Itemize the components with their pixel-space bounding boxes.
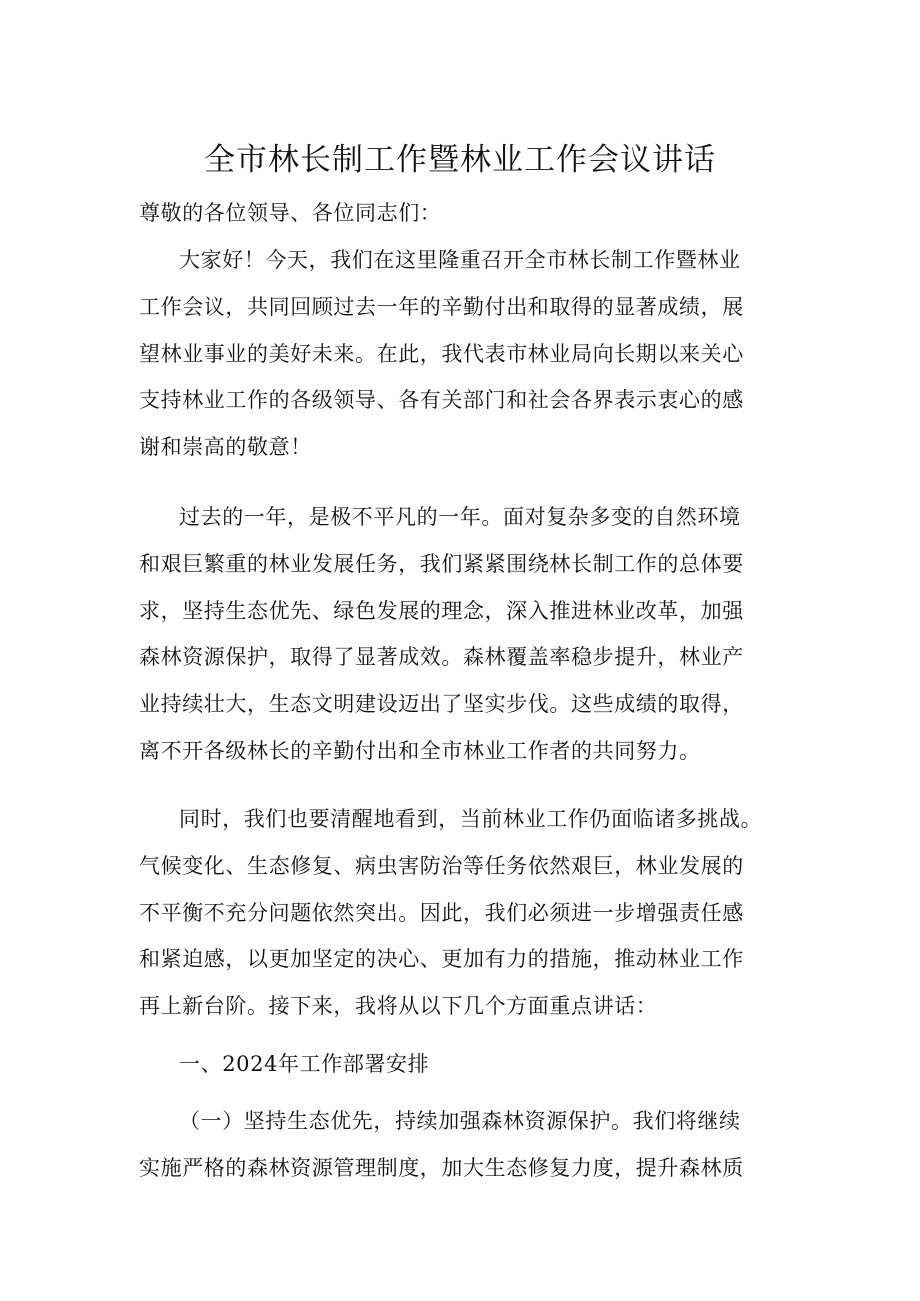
paragraph-line: 和艰巨繁重的林业发展任务，我们紧紧围绕林长制工作的总体要	[139, 551, 744, 576]
paragraph-review	[139, 494, 799, 775]
paragraph-opening	[139, 237, 799, 471]
paragraph-subsection-one	[139, 1098, 799, 1192]
document-title: 全市林长制工作暨林业工作会议讲话	[204, 142, 716, 178]
paragraph-line: 气候变化、生态修复、病虫害防治等任务依然艰巨，林业发展的	[139, 853, 744, 878]
paragraph-line: 工作会议，共同回顾过去一年的辛勤付出和取得的显著成绩，展	[139, 294, 744, 319]
paragraph-line: 再上新台阶。接下来，我将从以下几个方面重点讲话：	[139, 994, 658, 1019]
paragraph-line: 不平衡不充分问题依然突出。因此，我们必须进一步增强责任感	[139, 900, 744, 925]
paragraph-line: 大家好！今天，我们在这里隆重召开全市林长制工作暨林业	[179, 248, 741, 272]
paragraph-line: 离不开各级林长的辛勤付出和全市林业工作者的共同努力。	[139, 738, 701, 763]
paragraph-line: 同时，我们也要清醒地看到，当前林业工作仍面临诸多挑战。	[179, 807, 763, 831]
section-heading: 一、2024年工作部署安排	[179, 1052, 430, 1076]
paragraph-line: 支持林业工作的各级领导、各有关部门和社会各界表示衷心的感	[139, 388, 744, 413]
paragraph-challenges	[139, 796, 799, 1030]
paragraph-line: 实施严格的森林资源管理制度，加大生态修复力度，提升森林质	[139, 1155, 744, 1180]
paragraph-line: （一）坚持生态优先，持续加强森林资源保护。我们将继续	[179, 1109, 741, 1133]
paragraph-line: 望林业事业的美好未来。在此，我代表市林业局向长期以来关心	[139, 341, 744, 366]
paragraph-line: 谢和崇高的敬意！	[139, 435, 312, 460]
paragraph-line: 森林资源保护，取得了显著成效。森林覆盖率稳步提升，林业产	[139, 645, 744, 670]
paragraph-line: 过去的一年，是极不平凡的一年。面对复杂多变的自然环境	[179, 505, 741, 529]
salutation: 尊敬的各位领导、各位同志们：	[139, 201, 442, 225]
paragraph-line: 求，坚持生态优先、绿色发展的理念，深入推进林业改革，加强	[139, 598, 744, 623]
paragraph-line: 业持续壮大，生态文明建设迈出了坚实步伐。这些成绩的取得，	[139, 692, 744, 717]
paragraph-line: 和紧迫感，以更加坚定的决心、更加有力的措施，推动林业工作	[139, 947, 744, 972]
